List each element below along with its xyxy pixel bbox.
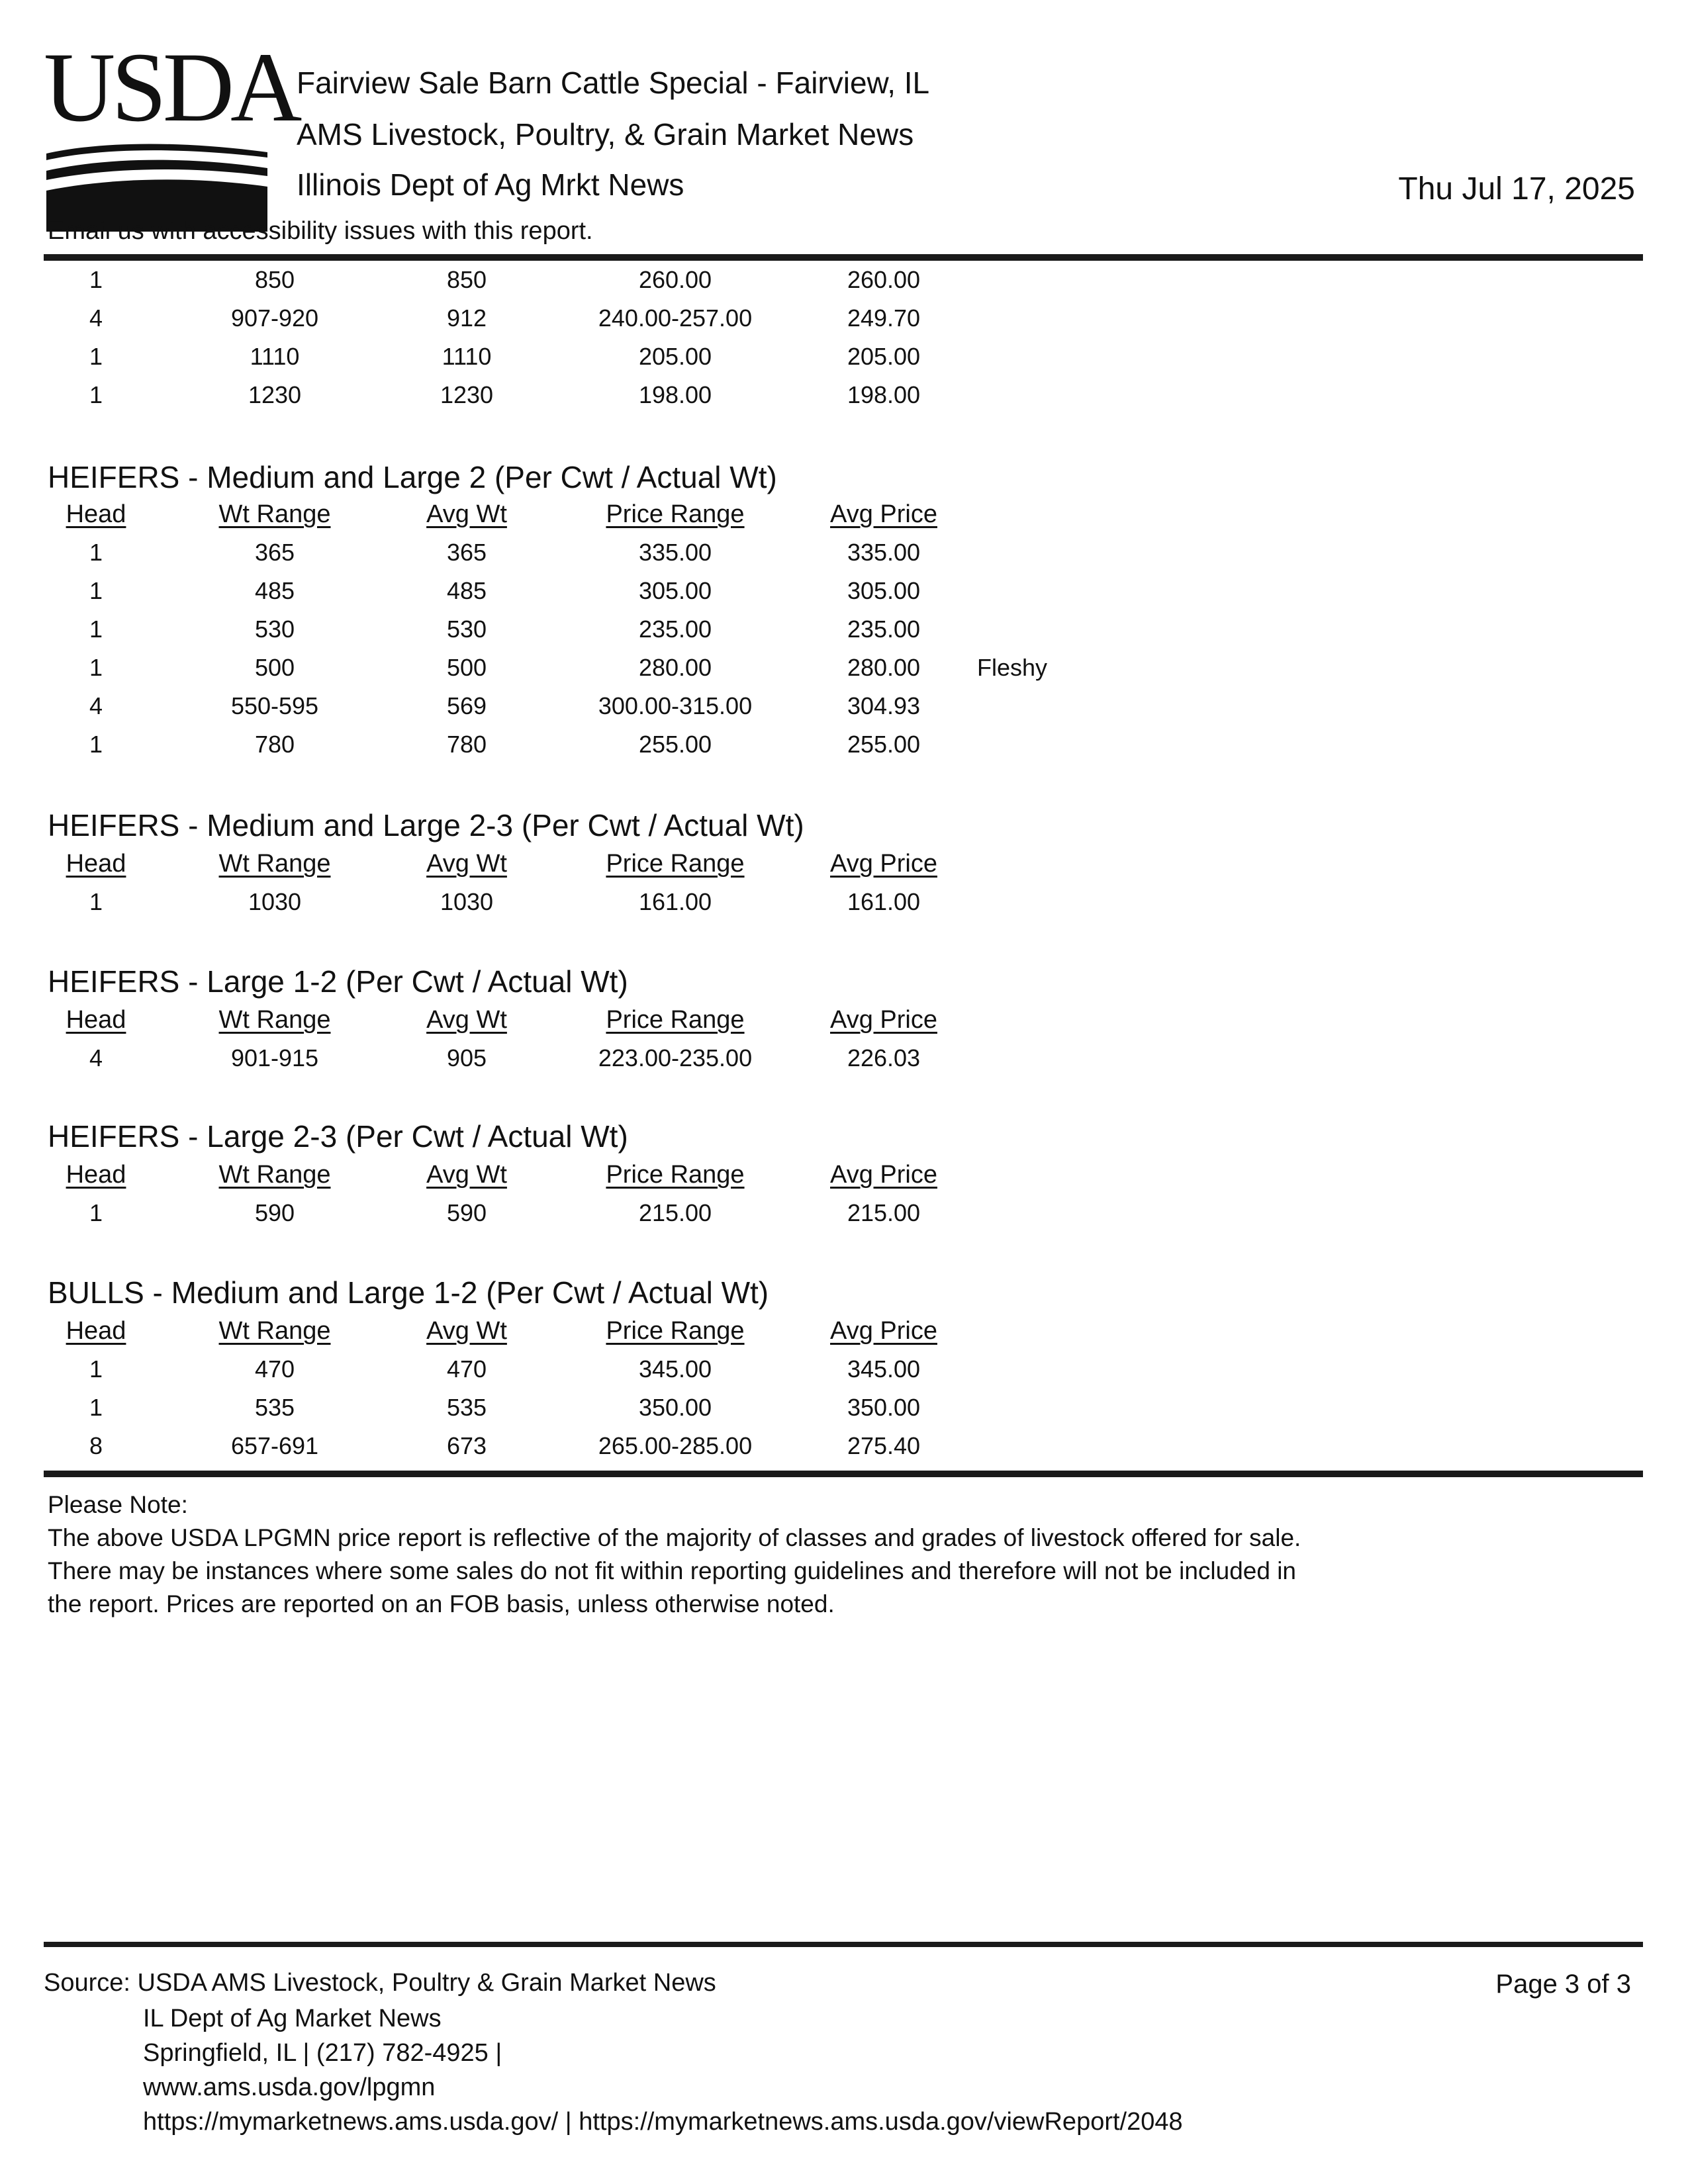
column-header-row: Head Wt Range Avg Wt Price Range Avg Price [66,1161,937,1189]
table-row: 1 1110 1110 205.00 205.00 [89,343,921,370]
footer-office: IL Dept of Ag Market News [143,2005,442,2032]
column-header-row: Head Wt Range Avg Wt Price Range Avg Price [66,500,937,528]
table-row: 1 530 530 235.00 235.00 [89,615,921,643]
table-row: 1 470 470 345.00 345.00 [89,1355,921,1383]
section-title: HEIFERS - Large 1-2 (Per Cwt / Actual Wt) [48,964,628,999]
note-line: the report. Prices are reported on an FOB basis, unless otherwise noted. [48,1590,835,1617]
usda-logo [44,32,299,200]
table-row: 1 500 500 280.00 280.00 Fleshy [0,649,1688,687]
table-row: 1 535 535 350.00 350.00 [89,1394,921,1421]
footer-source: Source: USDA AMS Livestock, Poultry & Grain Market News [44,1969,716,1997]
section-title: HEIFERS - Medium and Large 2 (Per Cwt / Actual Wt) [48,460,777,494]
table-row: 8 657-691 673 265.00-285.00 275.40 [89,1432,921,1459]
table-row: 1 485 485 305.00 305.00 [89,577,921,604]
note-line: The above USDA LPGMN price report is reflective of the majority of classes and grades of livestock offered for sale. [48,1524,1301,1551]
note-line: There may be instances where some sales do not fit within reporting guidelines and therefore will not be included in [48,1557,1297,1584]
table-row: 1 780 780 255.00 255.00 [89,731,921,758]
column-header-row: Head Wt Range Avg Wt Price Range Avg Price [66,1006,937,1034]
page-number: Page 3 of 3 [1495,1970,1631,1999]
table-row: 1 850 850 260.00 260.00 [89,266,921,293]
table-bottom-divider [44,1471,1643,1477]
footer-link[interactable]: www.ams.usda.gov/lpgmn [143,2073,436,2101]
table-row: 1 1030 1030 161.00 161.00 [89,888,921,915]
usda-logo-text: USDA [44,32,299,142]
table-row: 1 1230 1230 198.00 198.00 [89,381,921,408]
office-name: Illinois Dept of Ag Mrkt News [297,167,684,202]
note-label: Please Note: [48,1491,188,1518]
row-note: Fleshy [977,654,1048,681]
table-row: 1 365 365 335.00 335.00 [89,539,921,566]
accessibility-link[interactable]: Email us with accessibility issues with this report. [48,217,593,245]
table-row: 1 590 590 215.00 215.00 [89,1199,921,1226]
top-divider [44,254,1643,261]
agency-name: AMS Livestock, Poultry, & Grain Market News [297,117,914,152]
column-header-row: Head Wt Range Avg Wt Price Range Avg Price [66,1317,937,1345]
column-header-row: Head Wt Range Avg Wt Price Range Avg Price [66,850,937,878]
table-row: 4 907-920 912 240.00-257.00 249.70 [89,304,921,332]
table-row: 4 550-595 569 300.00-315.00 304.93 [89,692,921,719]
footer-links[interactable]: https://mymarketnews.ams.usda.gov/ | https://mymarketnews.ams.usda.gov/viewReport/2048 [143,2108,1183,2136]
footer-contact: Springfield, IL | (217) 782-4925 | [143,2039,502,2067]
report-title: Fairview Sale Barn Cattle Special - Fairview, IL [297,66,930,100]
section-title: HEIFERS - Medium and Large 2-3 (Per Cwt / Actual Wt) [48,808,804,842]
footer-divider [44,1942,1643,1947]
section-title: HEIFERS - Large 2-3 (Per Cwt / Actual Wt) [48,1119,628,1154]
report-date: Thu Jul 17, 2025 [1398,171,1635,206]
section-title: BULLS - Medium and Large 1-2 (Per Cwt / Actual Wt) [48,1275,769,1310]
table-row: 4 901-915 905 223.00-235.00 226.03 [89,1044,921,1071]
